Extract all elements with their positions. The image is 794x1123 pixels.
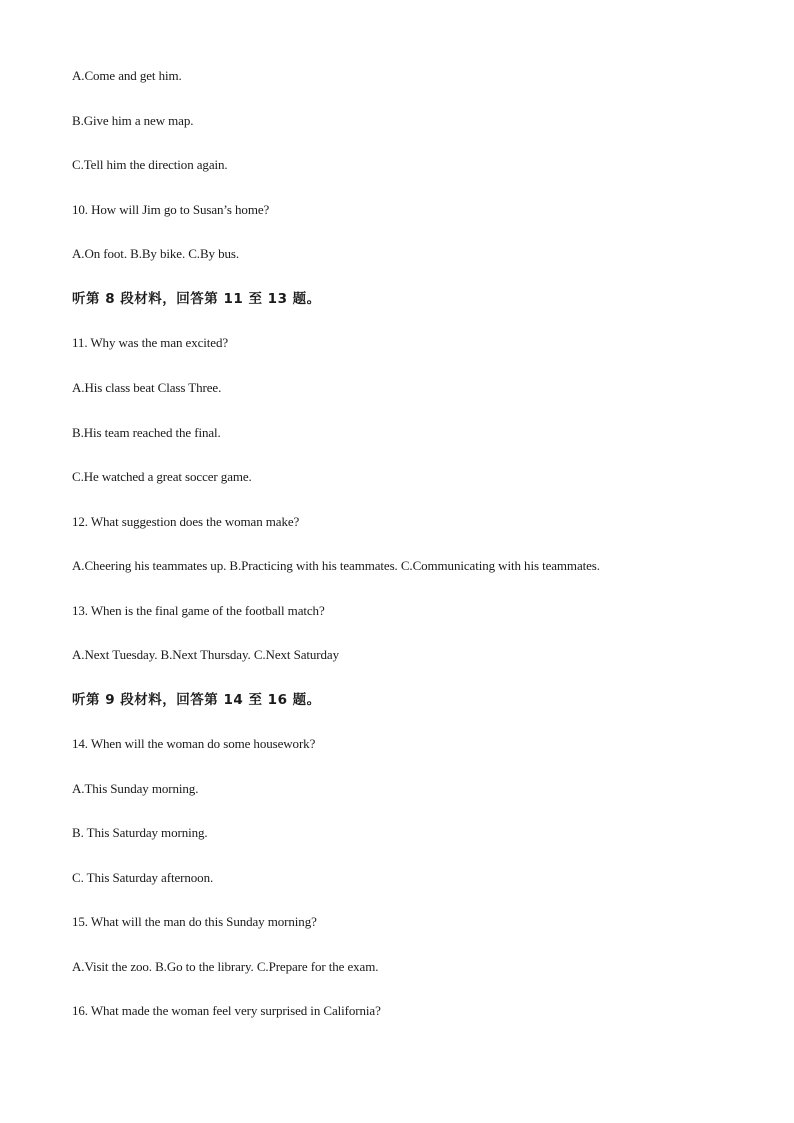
question-16: 16. What made the woman feel very surprised in California? (72, 1003, 381, 1018)
question-10: 10. How will Jim go to Susan’s home? (72, 202, 270, 217)
question-13: 13. When is the final game of the football match? (72, 603, 325, 618)
option-9a: A.Come and get him. (72, 68, 182, 83)
question-12: 12. What suggestion does the woman make? (72, 514, 300, 529)
options-10: A.On foot. B.By bike. C.By bus. (72, 246, 239, 261)
section-heading-9: 听第 9 段材料，回答第 14 至 16 题。 (72, 692, 321, 708)
option-14c: C. This Saturday afternoon. (72, 870, 214, 885)
section-heading-8: 听第 8 段材料，回答第 11 至 13 题。 (72, 291, 321, 307)
option-9c: C.Tell him the direction again. (72, 157, 228, 172)
question-15: 15. What will the man do this Sunday morning? (72, 914, 317, 929)
question-11: 11. Why was the man excited? (72, 335, 229, 350)
option-14a: A.This Sunday morning. (72, 781, 199, 796)
options-15: A.Visit the zoo. B.Go to the library. C.Prepare for the exam. (72, 959, 379, 974)
option-11c: C.He watched a great soccer game. (72, 469, 252, 484)
option-11b: B.His team reached the final. (72, 425, 221, 440)
option-9b: B.Give him a new map. (72, 113, 194, 128)
question-14: 14. When will the woman do some housework? (72, 736, 316, 751)
options-13: A.Next Tuesday. B.Next Thursday. C.Next Saturday (72, 647, 339, 662)
options-12: A.Cheering his teammates up. B.Practicing with his teammates. C.Communicating with his teammates. (72, 558, 600, 573)
option-11a: A.His class beat Class Three. (72, 380, 222, 395)
option-14b: B. This Saturday morning. (72, 825, 208, 840)
